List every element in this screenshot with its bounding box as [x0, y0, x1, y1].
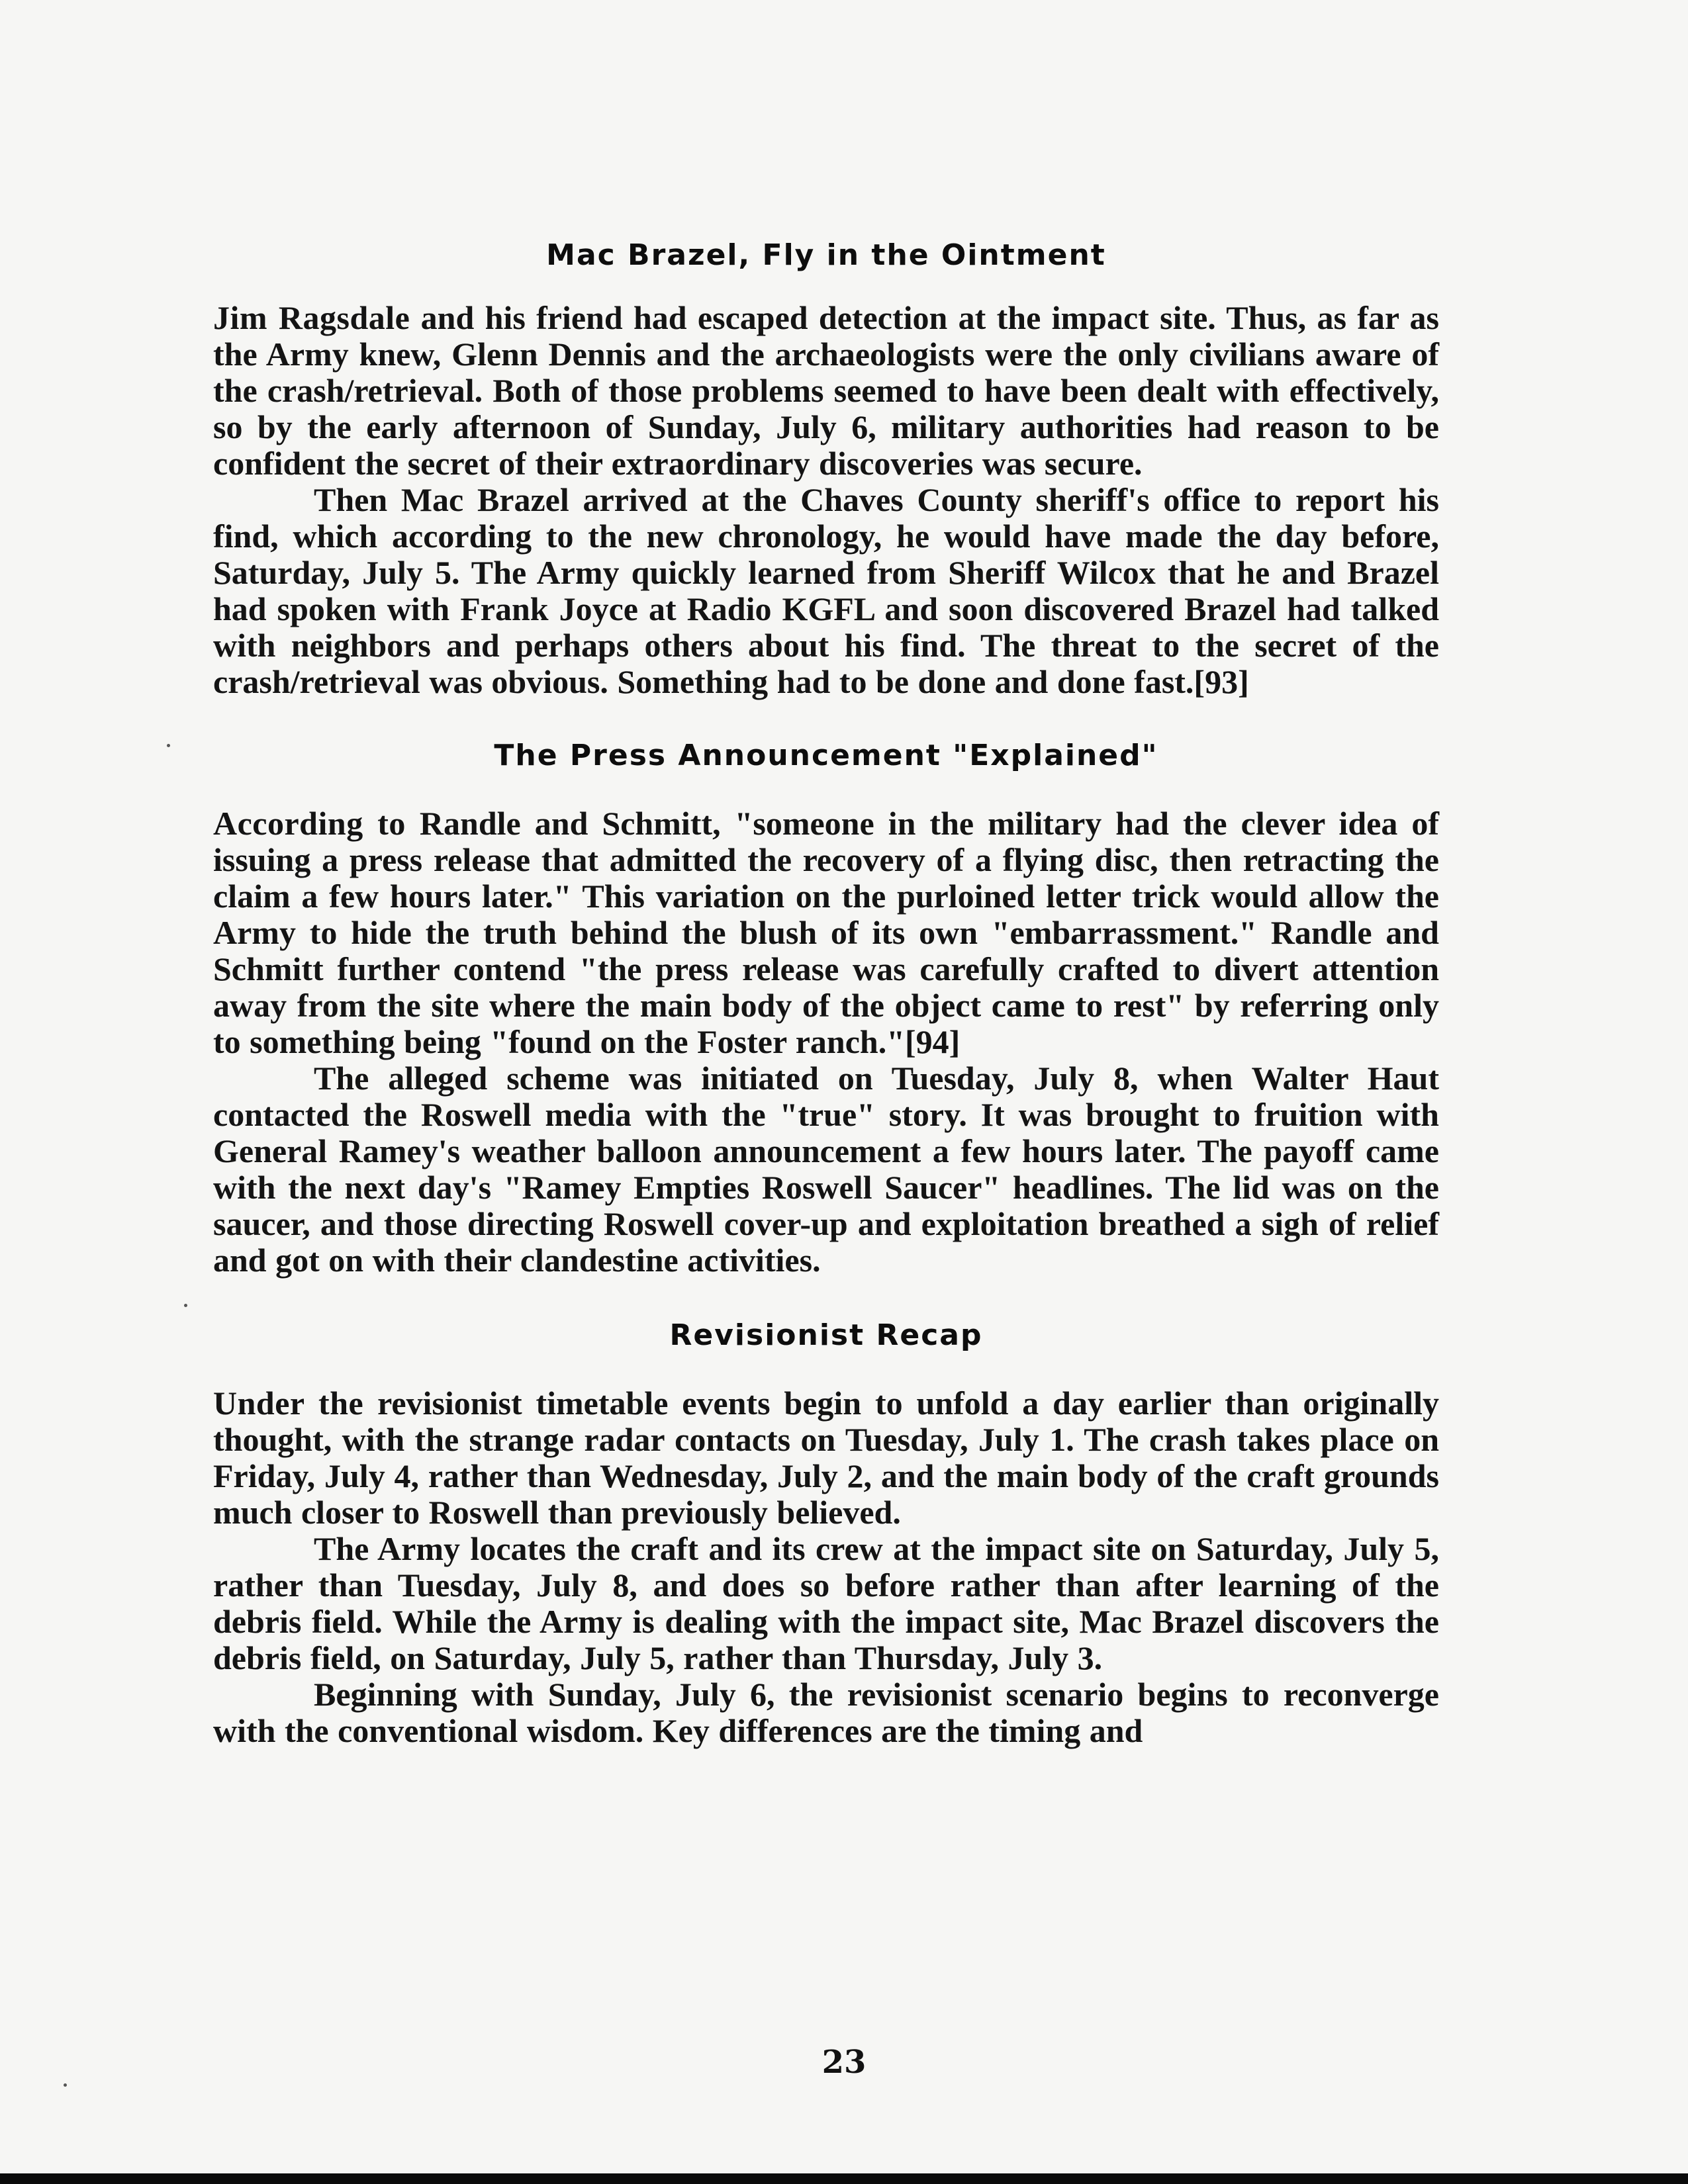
section-revisionist-recap	[213, 1318, 1439, 1749]
section-mac-brazel	[213, 238, 1439, 700]
paragraph-text: revisionist timetable events begin to unfold a day earlier than originally thought, with the strange radar contacts on Tuesday, July 1. The crash takes place on Friday, July 4, rather than Wednesday, July 2, and the main body of the craft grounds much closer to Roswell than previously believed.	[213, 1385, 1439, 1531]
paragraph-lead: Under the	[213, 1385, 364, 1422]
section-heading: Revisionist Recap	[669, 1318, 983, 1352]
section-heading: Mac Brazel, Fly in the Ointment	[546, 238, 1106, 272]
paragraph-text: Randle and Schmitt, "someone in the military had the clever idea of issuing a press release that admitted the recovery of a flying disc, then retracting the claim a few hours later." This variation on the purloined letter trick would allow the Army to hide the truth behind the blush of its own "embarrassment." Randle and Schmitt further contend "the press release was carefully crafted to divert attention away from the site where the main body of the object came to rest" by referring only to something being "found on the Foster ranch."[94]	[213, 805, 1440, 1060]
section-heading: The Press Announcement "Explained"	[494, 739, 1158, 772]
page-number: 23	[821, 2044, 867, 2081]
text-column	[213, 225, 1439, 1749]
scan-border	[0, 2173, 1688, 2184]
paragraph: The Army locates the craft and its crew at the impact site on Saturday, July 5, rather than Tuesday, July 8, and does so before rather than after learning of the debris field. While the Army is dealing with the impact site, Mac Brazel discovers the debris field, on Saturday, July 5, rather than Thursday, July 3.	[213, 1530, 1439, 1676]
paragraph: Then Mac Brazel arrived at the Chaves County sheriff's office to report his find, which according to the new chronology, he would have made the day before, Saturday, July 5. The Army quickly learned from Sheriff Wilcox that he and Brazel had spoken with Frank Joyce at Radio KGFL and soon discovered Brazel had talked with neighbors and perhaps others about his find. The threat to the secret of the crash/retrieval was obvious. Something had to be done and done fast.[93]	[213, 481, 1439, 700]
paragraph	[213, 300, 1439, 482]
paragraph: The alleged scheme was initiated on Tuesday, July 8, when Walter Haut contacted the Roswell media with the "true" story. It was brought to fruition with General Ramey's weather balloon announcement a few hours later. The payoff came with the next day's "Ramey Empties Roswell Saucer" headlines. The lid was on the saucer, and those directing Roswell cover-up and exploitation breathed a sigh of relief and got on with their clandestine activities.	[213, 1060, 1439, 1279]
paragraph-lead: According to	[213, 805, 406, 842]
scan-speck	[167, 744, 170, 747]
paragraph-text: and his friend had escaped detection at the impact site. Thus, as far as the Army knew, Glenn Dennis and the archaeologists were the only civilians aware of the crash/retrieval. Both of those problems seemed to have been dealt with effectively, so by the early afternoon of Sunday, July 6, military authorities had reason to be confident the secret of their extraordinary discoveries was secure.	[213, 299, 1440, 482]
scan-speck	[64, 2083, 67, 2087]
paragraph	[213, 1385, 1439, 1531]
section-press-announcement	[213, 739, 1439, 1279]
scan-speck	[184, 1304, 187, 1307]
paragraph	[213, 805, 1439, 1060]
paragraph: Beginning with Sunday, July 6, the revisionist scenario begins to reconverge with the conventional wisdom. Key differences are the timing and	[213, 1676, 1439, 1749]
paragraph-lead: Jim Ragsdale	[213, 299, 410, 336]
